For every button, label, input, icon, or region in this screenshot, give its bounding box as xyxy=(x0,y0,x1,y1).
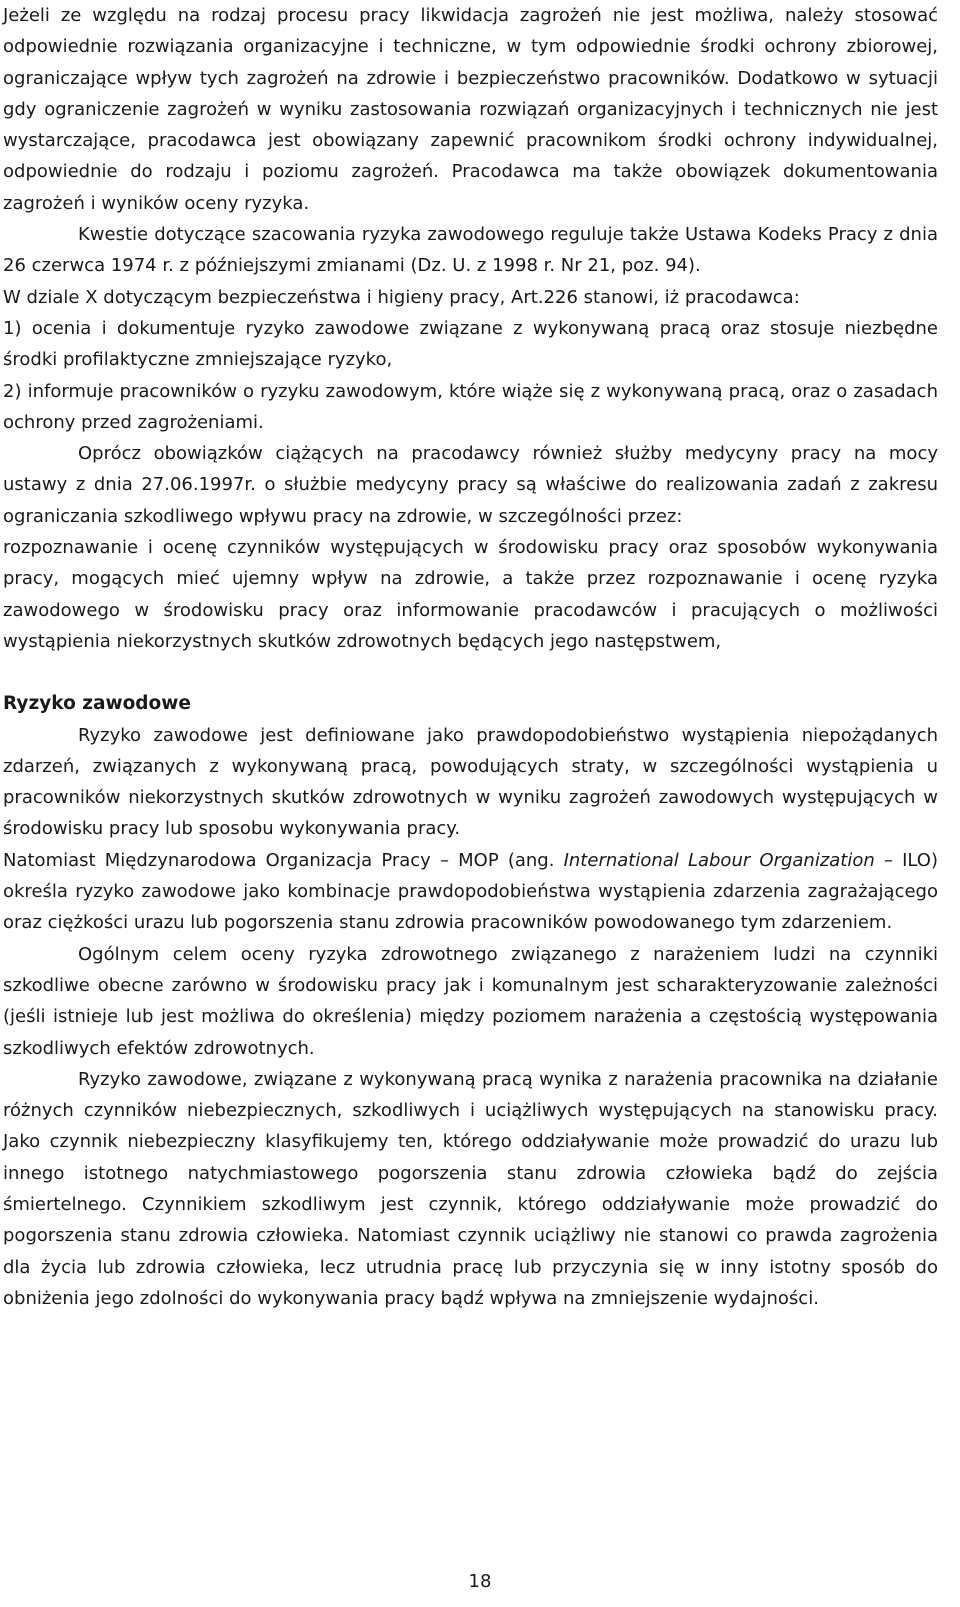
paragraph-2: Kwestie dotyczące szacowania ryzyka zawodowego reguluje także Ustawa Kodeks Pracy z dnia 26 czerwca 1974 r. z późniejszymi zmianami (Dz. U. z 1998 r. Nr 21, poz. 94). xyxy=(3,224,938,277)
paragraph-3: W dziale X dotyczącym bezpieczeństwa i higieny pracy, Art.226 stanowi, iż pracodawca: xyxy=(3,286,800,308)
paragraph-6: Ryzyko zawodowe jest definiowane jako prawdopodobieństwo wystąpienia niepożądanych zdarzeń, związanych z wykonywaną pracą, powodujących straty, w szczególności wystąpienia u pracowników niekorzystnych skutków zdrowotnych w wyniku zagrożeń zawodowych występujących w środowisku pracy lub sposobu wykonywania pracy. xyxy=(3,724,938,840)
paragraph-1: Jeżeli ze względu na rodzaj procesu pracy likwidacja zagrożeń nie jest możliwa, należy stosować odpowiednie rozwiązania organizacyjne i techniczne, w tym odpowiednie środki ochrony zbiorowej, ograniczające wpływ tych zagrożeń na zdrowie i bezpieczeństwo pracowników. Dodatkowo w sytuacji gdy ograniczenie zagrożeń w wyniku zastosowania rozwiązań organizacyjnych i technicznych nie jest wystarczające, pracodawca jest obowiązany zapewnić pracownikom środki ochrony indywidualnej, odpowiednie do rodzaju i poziomu zagrożeń. Pracodawca ma także obowiązek dokumentowania zagrożeń i wyników oceny ryzyka. xyxy=(3,5,938,214)
paragraph-8: Ogólnym celem oceny ryzyka zdrowotnego związanego z narażeniem ludzi na czynniki szkodliwe obecne zarówno w środowisku pracy jak i komunalnym jest scharakteryzowanie zależności (jeśli istnieje lub jest możliwa do określenia) między poziomem narażenia a częstością występowania szkodliwych efektów zdrowotnych. xyxy=(3,943,938,1059)
paragraph-4: Oprócz obowiązków ciążących na pracodawcy również służby medycyny pracy na mocy ustawy z dnia 27.06.1997r. o służbie medycyny pracy są właściwe do realizowania zadań z zakresu ograniczania szkodliwego wpływu pracy na zdrowie, w szczególności przez: xyxy=(3,443,938,527)
section-heading: Ryzyko zawodowe xyxy=(3,693,191,715)
paragraph-7-start: Natomiast Międzynarodowa Organizacja Pracy – MOP (ang. xyxy=(3,849,564,871)
paragraph-5: rozpoznawanie i ocenę czynników występujących w środowisku pracy oraz sposobów wykonywania pracy, mogących mieć ujemny wpływ na zdrowie, a także przez rozpoznawanie i ocenę ryzyka zawodowego w środowisku pracy oraz informowanie pracodawców i pracujących o możliwości wystąpienia niekorzystnych skutków zdrowotnych będących jego następstwem, xyxy=(3,537,938,652)
paragraph-7 xyxy=(3,845,938,939)
list-item-1: 1) ocenia i dokumentuje ryzyko zawodowe związane z wykonywaną pracą oraz stosuje niezbędne środki profilaktyczne zmniejszające ryzyko, xyxy=(3,317,938,371)
section-gap xyxy=(3,657,938,688)
paragraph-9: Ryzyko zawodowe, związane z wykonywaną pracą wynika z narażenia pracownika na działanie różnych czynników niebezpiecznych, szkodliwych i uciążliwych występujących na stanowisku pracy. Jako czynnik niebezpieczny klasyfikujemy ten, którego oddziaływanie może prowadzić do urazu lub innego istotnego natychmiastowego pogorszenia stanu zdrowia człowieka bądź do zejścia śmiertelnego. Czynnikiem szkodliwym jest czynnik, którego oddziaływanie może prowadzić do pogorszenia stanu zdrowia człowieka. Natomiast czynnik uciążliwy nie stanowi co prawda zagrożenia dla życia lub zdrowia człowieka, lecz utrudnia pracę lub przyczynia się w inny istotny sposób do obniżenia jego zdolności do wykonywania pracy bądź wpływa na zmniejszenie wydajności. xyxy=(3,1068,938,1309)
paragraph-7-italic: International Labour Organization xyxy=(563,849,875,871)
document-page xyxy=(3,0,938,1314)
paragraph-7-end: – ILO) określa ryzyko zawodowe jako kombinacje prawdopodobieństwa wystąpienia zdarzenia zagrażającego oraz ciężkości urazu lub pogorszenia stanu zdrowia pracowników powodowanego tym zdarzeniem. xyxy=(3,849,938,934)
list-item-2: 2) informuje pracowników o ryzyku zawodowym, które wiąże się z wykonywaną pracą, oraz o zasadach ochrony przed zagrożeniami. xyxy=(3,380,938,433)
page-number: 18 xyxy=(468,1571,492,1592)
